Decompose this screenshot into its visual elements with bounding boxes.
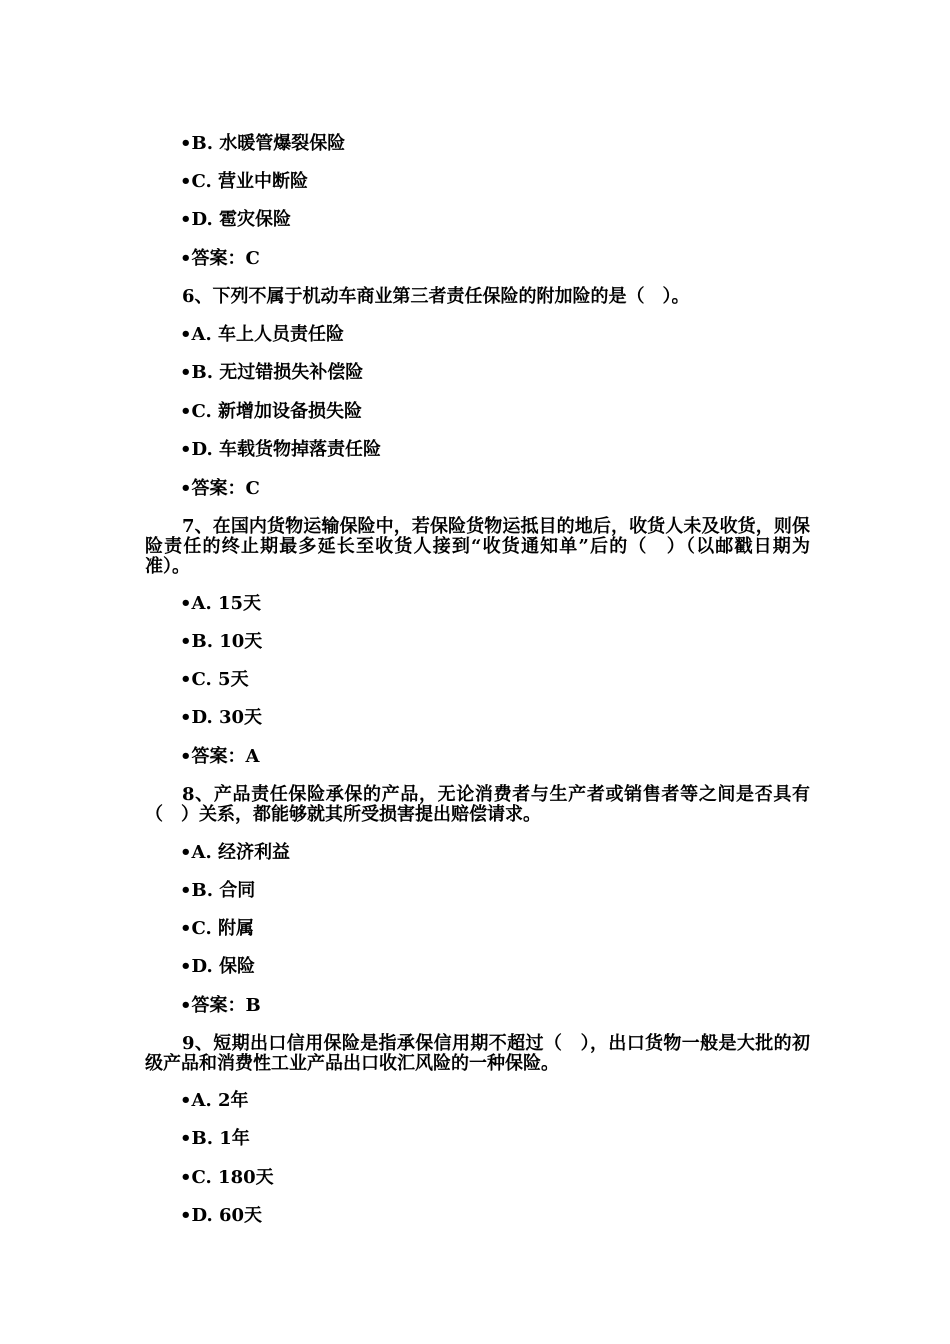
option-b-q7: •B. 10天 [180, 631, 263, 652]
question-9: 9、短期出口信用保险是指承保信用期不超过（ ），出口货物一般是大批的初级产品和消费性工业产品出口收汇风险的一种保险。 [145, 1033, 810, 1074]
option-a-q7: •A. 15天 [180, 593, 262, 614]
option-b-q9: •B. 1年 [180, 1128, 250, 1149]
option-c-q8: •C. 附属 [180, 918, 255, 939]
question-7: 7、在国内货物运输保险中，若保险货物运抵目的地后，收货人未及收货，则保险责任的终止期最多延长至收货人接到“收货通知单”后的（ ）（以邮戳日期为准）。 [145, 516, 810, 577]
answer-q8: •答案：B [180, 995, 261, 1016]
option-c-q7: •C. 5天 [180, 669, 249, 690]
option-d-q7: •D. 30天 [180, 707, 263, 728]
answer-q5: •答案：C [180, 248, 260, 269]
answer-q6: •答案：C [180, 478, 260, 499]
option-b-q8: •B. 合同 [180, 880, 256, 901]
option-a-q9: •A. 2年 [180, 1090, 249, 1111]
option-c-q5: •C. 营业中断险 [180, 171, 309, 192]
option-d-q8: •D. 保险 [180, 956, 256, 977]
option-c-q6: •C. 新增加设备损失险 [180, 401, 363, 422]
option-d-q9: •D. 60天 [180, 1205, 263, 1226]
answer-q7: •答案：A [180, 746, 260, 767]
option-d-q6: •D. 车载货物掉落责任险 [180, 439, 382, 460]
question-8: 8、产品责任保险承保的产品，无论消费者与生产者或销售者等之间是否具有（ ）关系，都能够就其所受损害提出赔偿请求。 [145, 784, 810, 825]
option-b-q6: •B. 无过错损失补偿险 [180, 362, 364, 383]
question-6: 6、下列不属于机动车商业第三者责任保险的附加险的是（ ）。 [182, 286, 690, 307]
option-c-q9: •C. 180天 [180, 1167, 274, 1188]
option-a-q8: •A. 经济利益 [180, 842, 291, 863]
option-d-q5: •D. 雹灾保险 [180, 209, 292, 230]
option-b-q5: •B. 水暖管爆裂保险 [180, 133, 346, 154]
option-a-q6: •A. 车上人员责任险 [180, 324, 345, 345]
